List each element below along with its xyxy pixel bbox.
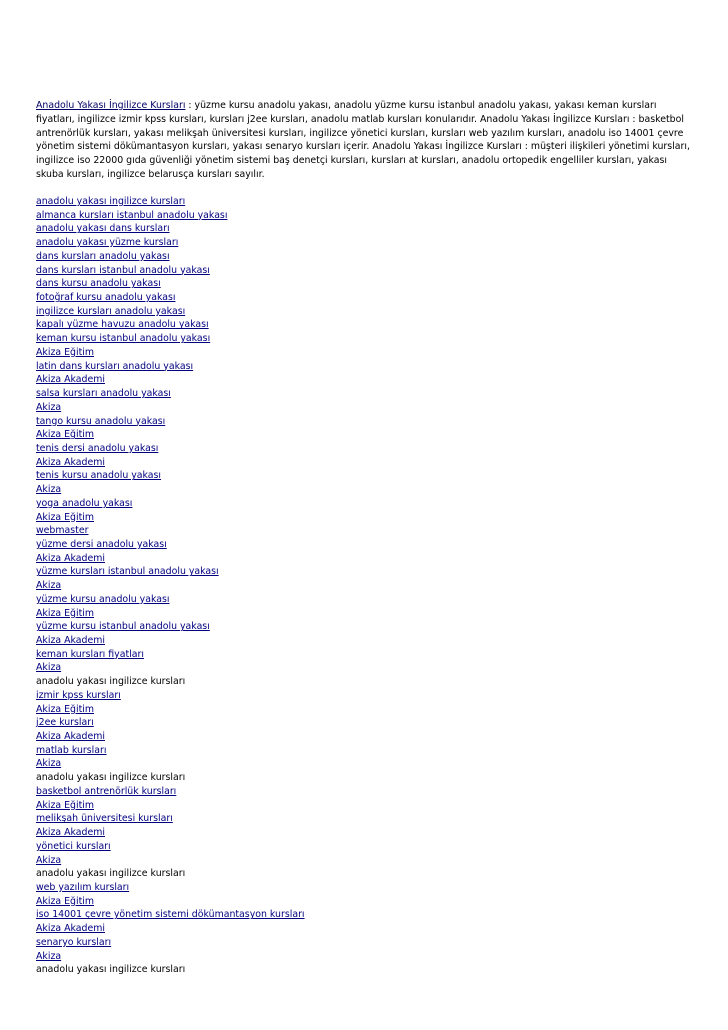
list-link[interactable]: izmir kpss kursları (36, 689, 121, 701)
list-item (36, 360, 696, 374)
list-item (36, 963, 696, 977)
list-item (36, 209, 696, 223)
list-item (36, 840, 696, 854)
list-link[interactable]: Akiza Eğitim (36, 799, 94, 811)
list-item (36, 936, 696, 950)
list-item (36, 565, 696, 579)
list-link[interactable]: yüzme kursu anadolu yakası (36, 593, 170, 605)
list-item (36, 812, 696, 826)
list-item (36, 881, 696, 895)
list-link[interactable]: fotoğraf kursu anadolu yakası (36, 292, 176, 304)
list-item (36, 332, 696, 346)
list-item (36, 675, 696, 689)
list-item (36, 291, 696, 305)
list-item (36, 922, 696, 936)
list-item (36, 401, 696, 415)
list-text: anadolu yakası ingilizce kursları (36, 772, 186, 784)
list-item (36, 826, 696, 840)
list-link[interactable]: Akiza Eğitim (36, 607, 94, 619)
list-item (36, 538, 696, 552)
list-link[interactable]: Akiza Akademi (36, 635, 105, 646)
list-item (36, 469, 696, 483)
list-item (36, 579, 696, 593)
list-link[interactable]: Akiza Eğitim (36, 703, 94, 715)
list-link[interactable]: salsa kursları anadolu yakası (36, 388, 171, 400)
list-link[interactable]: tenis dersi anadolu yakası (36, 442, 159, 454)
list-item (36, 497, 696, 511)
list-link[interactable]: Akiza (36, 758, 62, 770)
list-link[interactable]: melikşah üniversitesi kursları (36, 813, 173, 825)
list-item (36, 950, 696, 964)
list-item (36, 524, 696, 538)
list-item (36, 428, 696, 442)
list-link[interactable]: Akiza Akademi (36, 456, 105, 468)
list-link[interactable]: Akiza Eğitim (36, 429, 94, 441)
list-link[interactable]: yönetici kursları (36, 840, 111, 852)
list-link[interactable]: Akiza (36, 950, 62, 962)
list-link[interactable]: yoga anadolu yakası (36, 497, 133, 509)
list-link[interactable]: anadolu yakası dans kursları (36, 223, 170, 235)
intro-text: : yüzme kursu anadolu yakası, anadolu yüzme kursu istanbul anadolu yakası, yakası keman kursları fiyatları, ingilizce izmir kpss kursları, kursları j2ee kursları, anadolu matlab kursları konularıdır. Anadolu Yakası İngilizce Kursları : basketbol antrenörlük kursları, yakası melikşah üniversitesi kursları, ingilizce yönetici kursları, kursları web yazılım kursları, anadolu iso 14001 çevre yönetim sistemi dökümantasyon kursları, yakası senaryo kursları içerir. Anadolu Yakası İngilizce Kursları : müşteri ilişkileri yönetimi kursları, ingilizce iso 22000 gıda güvenliği yönetim sistemi baş denetçi kursları, kursları at kursları, anadolu ortopedik engelliler kursları, yakası skuba kursları, ingilizce belarusça kursları sayılır. (36, 100, 690, 180)
list-link[interactable]: webmaster (36, 525, 89, 537)
list-link[interactable]: Akiza (36, 580, 62, 592)
list-link[interactable]: yüzme dersi anadolu yakası (36, 538, 167, 550)
list-link[interactable]: Akiza Eğitim (36, 895, 94, 907)
list-link[interactable]: almanca kursları istanbul anadolu yakası (36, 209, 228, 221)
list-link[interactable]: basketbol antrenörlük kursları (36, 785, 177, 797)
list-link[interactable]: Akiza Akademi (36, 923, 105, 935)
list-item (36, 620, 696, 634)
list-link[interactable]: dans kursu anadolu yakası (36, 278, 161, 290)
list-item (36, 785, 696, 799)
list-item (36, 593, 696, 607)
list-item (36, 415, 696, 429)
list-item (36, 552, 696, 566)
list-link[interactable]: tango kursu anadolu yakası (36, 415, 166, 427)
list-link[interactable]: Akiza (36, 854, 62, 866)
list-link[interactable]: keman kursları fiyatları (36, 648, 144, 660)
list-item (36, 757, 696, 771)
list-link[interactable]: dans kursları anadolu yakası (36, 250, 170, 262)
intro-paragraph (36, 99, 696, 182)
list-link[interactable]: Akiza Akademi (36, 827, 105, 839)
list-link[interactable]: Akiza (36, 662, 62, 674)
list-link[interactable]: latin dans kursları anadolu yakası (36, 360, 194, 372)
list-link[interactable]: Akiza Eğitim (36, 511, 94, 523)
link-list (36, 195, 696, 977)
list-item (36, 346, 696, 360)
list-item (36, 716, 696, 730)
list-item (36, 661, 696, 675)
list-item (36, 236, 696, 250)
list-link[interactable]: web yazılım kursları (36, 881, 130, 893)
list-item (36, 648, 696, 662)
list-link[interactable]: iso 14001 çevre yönetim sistemi dökümantasyon kursları (36, 909, 305, 921)
list-item (36, 867, 696, 881)
list-item (36, 456, 696, 470)
list-link[interactable]: senaryo kursları (36, 936, 112, 948)
list-link[interactable]: Akiza Akademi (36, 374, 105, 386)
list-item (36, 634, 696, 648)
list-item (36, 799, 696, 813)
list-link[interactable]: kapalı yüzme havuzu anadolu yakası (36, 319, 209, 331)
list-link[interactable]: Akiza (36, 401, 62, 413)
list-link[interactable]: Akiza Akademi (36, 731, 105, 743)
list-text: anadolu yakası ingilizce kursları (36, 676, 186, 688)
list-item (36, 442, 696, 456)
list-item (36, 222, 696, 236)
intro-title-link[interactable]: Anadolu Yakası İngilizce Kursları (36, 100, 186, 111)
list-item (36, 511, 696, 525)
list-item (36, 373, 696, 387)
list-link[interactable]: anadolu yakası yüzme kursları (36, 237, 179, 249)
list-item (36, 195, 696, 209)
list-link[interactable]: yüzme kursu istanbul anadolu yakası (36, 621, 210, 633)
list-item (36, 744, 696, 758)
list-link[interactable]: ingilizce kursları anadolu yakası (36, 305, 186, 317)
list-item (36, 305, 696, 319)
list-link[interactable]: Akiza Eğitim (36, 346, 94, 358)
list-item (36, 387, 696, 401)
list-link[interactable]: Akiza Akademi (36, 552, 105, 564)
list-item (36, 895, 696, 909)
list-item (36, 483, 696, 497)
list-link[interactable]: keman kursu istanbul anadolu yakası (36, 333, 211, 345)
list-link[interactable]: yüzme kursları istanbul anadolu yakası (36, 566, 219, 578)
list-item (36, 607, 696, 621)
list-item (36, 703, 696, 717)
list-link[interactable]: tenis kursu anadolu yakası (36, 470, 162, 482)
list-item (36, 318, 696, 332)
list-item (36, 264, 696, 278)
list-item (36, 730, 696, 744)
list-item (36, 854, 696, 868)
list-link[interactable]: anadolu yakası ingilizce kursları (36, 196, 186, 207)
list-link[interactable]: dans kursları istanbul anadolu yakası (36, 264, 210, 276)
list-link[interactable]: Akiza (36, 484, 62, 496)
list-text: anadolu yakası ingilizce kursları (36, 964, 186, 976)
list-item (36, 771, 696, 785)
list-item (36, 277, 696, 291)
list-item (36, 689, 696, 703)
list-link[interactable]: j2ee kursları (36, 717, 94, 729)
list-item (36, 908, 696, 922)
list-link[interactable]: matlab kursları (36, 744, 107, 756)
list-text: anadolu yakası ingilizce kursları (36, 868, 186, 880)
list-item (36, 250, 696, 264)
